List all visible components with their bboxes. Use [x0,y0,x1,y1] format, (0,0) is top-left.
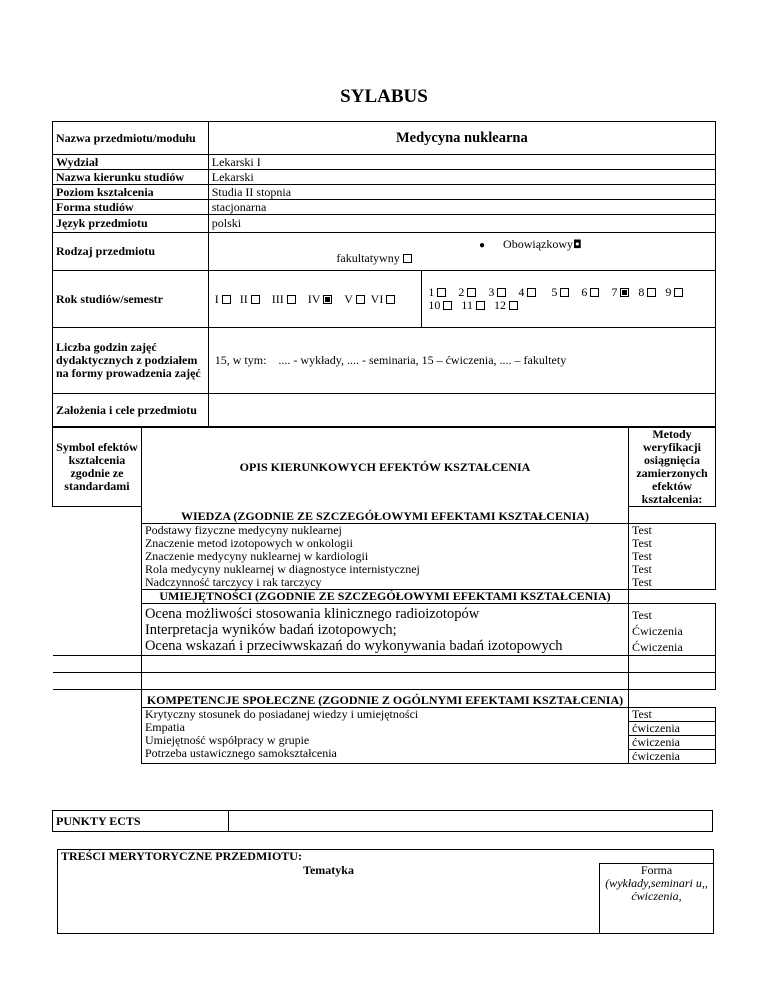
semester-option[interactable]: 8 [638,285,656,299]
wydzial-value: Lekarski I [208,155,715,170]
rok-label: Rok studiów/semestr [53,271,209,328]
wiedza-methods [629,523,716,589]
semester-option[interactable]: 3 [488,285,506,299]
method-value: Ćwiczenia [632,623,683,638]
forma-label: Forma studiów [53,200,209,215]
method-value: Test [629,708,715,722]
method-value: ćwiczenia [632,748,680,763]
list-item: Umiejętność współpracy w grupie [144,732,310,747]
col-opis-header: OPIS KIERUNKOWYCH EFEKTÓW KSZTAŁCENIA [141,428,628,507]
wydzial-label: Wydział [53,155,209,170]
year-option[interactable]: IV [308,292,333,306]
semester-option[interactable]: 5 [551,285,569,299]
year-option[interactable]: I [215,292,231,306]
semester-option[interactable]: 1 [428,285,446,299]
umiejetnosci-methods [629,603,716,655]
list-item: Interpretacja wyników badań izotopowych; [144,621,397,638]
list-item: Podstawy fizyczne medycyny nuklearnej [144,522,342,537]
obowiazkowy-label: Obowiązkowy [503,237,574,251]
semester-option[interactable]: 4 [518,285,536,299]
jezyk-value: polski [208,215,715,233]
year-option[interactable]: III [272,292,296,306]
rodzaj-value [208,233,715,271]
method-value: Test [632,574,652,589]
list-item: Empatia [144,719,185,734]
tresci-table [57,849,714,934]
bullet-icon: ● [479,240,486,251]
poziom-label: Poziom kształcenia [53,185,209,200]
kompetencje-list [141,707,628,763]
kierunek-label: Nazwa kierunku studiów [53,170,209,185]
forma-subtitle: (wykłady,seminari u,, ćwiczenia, [605,876,708,903]
course-info-table [52,121,716,427]
tresci-header: TREŚCI MERYTORYCZNE PRZEDMIOTU: [58,850,714,864]
list-item: Krytyczny stosunek do posiadanej wiedzy i umiejętności [144,706,419,721]
method-value: Test [632,535,652,550]
godziny-label: Liczba godzin zajęć dydaktycznych z podziałem na formy prowadzenia zajęć [53,328,209,394]
list-item: Znaczenie metod izotopowych w onkologii [144,535,353,550]
method-value: ćwiczenia [629,722,715,736]
zalozenia-value [208,394,715,427]
col-symbol-header: Symbol efektów kształcenia zgodnie ze standardami [53,428,142,507]
semester-option[interactable]: 2 [458,285,476,299]
method-value: Test [632,548,652,563]
year-option[interactable]: VI [371,292,396,306]
poziom-value: Studia II stopnia [208,185,715,200]
ects-table [52,810,713,832]
method-value: ćwiczenia [629,736,715,750]
ects-value [228,811,712,832]
forma-header [600,864,714,934]
godziny-value: 15, w tym: .... - wykłady, .... - seminaria, 15 – ćwiczenia, .... – fakultety [208,328,715,394]
wiedza-list [141,523,628,589]
semester-selector [422,271,716,328]
year-option[interactable]: V [344,292,365,306]
rodzaj-label: Rodzaj przedmiotu [53,233,209,271]
obowiazkowy-checkbox[interactable]: ◘ [573,238,582,251]
list-item: Ocena możliwości stosowania klinicznego radioizotopów [144,605,480,622]
nazwa-label: Nazwa przedmiotu/modułu [53,122,209,155]
umiejetnosci-header: UMIEJĘTNOŚCI (ZGODNIE ZE SZCZEGÓŁOWYMI EFEKTAMI KSZTAŁCENIA) [141,589,628,603]
ects-label: PUNKTY ECTS [53,811,229,832]
list-item: Ocena wskazań i przeciwwskazań do wykonywania badań izotopowych [144,637,563,654]
list-item: Znaczenie medycyny nuklearnej w kardiologii [144,548,369,563]
year-selector [208,271,422,328]
semester-option[interactable]: 10 [428,298,452,312]
method-value: Test [632,607,652,622]
kompetencje-methods [629,707,716,763]
semester-option[interactable]: 6 [581,285,599,299]
kompetencje-header: KOMPETENCJE SPOŁECZNE (ZGODNIE Z OGÓLNYMI EFEKTAMI KSZTAŁCENIA) [141,689,628,707]
semester-option[interactable]: 9 [665,285,683,299]
fakultatywny-checkbox[interactable] [403,254,412,263]
method-value: Test [632,561,652,576]
list-item: Nadczynność tarczycy i rak tarczycy [144,574,322,589]
year-option[interactable]: II [240,292,260,306]
semester-option[interactable]: 7 [611,285,629,299]
umiejetnosci-list [141,603,628,655]
list-item: Potrzeba ustawicznego samokształcenia [144,745,337,760]
forma-title: Forma [640,863,673,877]
semester-option[interactable]: 11 [461,298,485,312]
kierunek-value: Lekarski [208,170,715,185]
method-value: Ćwiczenia [632,639,683,654]
col-metody-header: Metody weryfikacji osiągnięcia zamierzonych efektów kształcenia: [629,428,716,507]
forma-value: stacjonarna [208,200,715,215]
semester-option[interactable]: 12 [494,298,518,312]
list-item: Rola medycyny nuklearnej w diagnostyce internistycznej [144,561,420,576]
fakultatywny-label: fakultatywny [336,251,400,265]
zalozenia-label: Założenia i cele przedmiotu [53,394,209,427]
method-value: Test [632,522,652,537]
tematyka-header: Tematyka [58,864,600,934]
jezyk-label: Język przedmiotu [53,215,209,233]
nazwa-value: Medycyna nuklearna [208,122,715,155]
document-title: SYLABUS [340,86,428,107]
effects-table [52,427,716,764]
wiedza-header: WIEDZA (ZGODNIE ZE SZCZEGÓŁOWYMI EFEKTAMI KSZTAŁCENIA) [141,507,628,524]
